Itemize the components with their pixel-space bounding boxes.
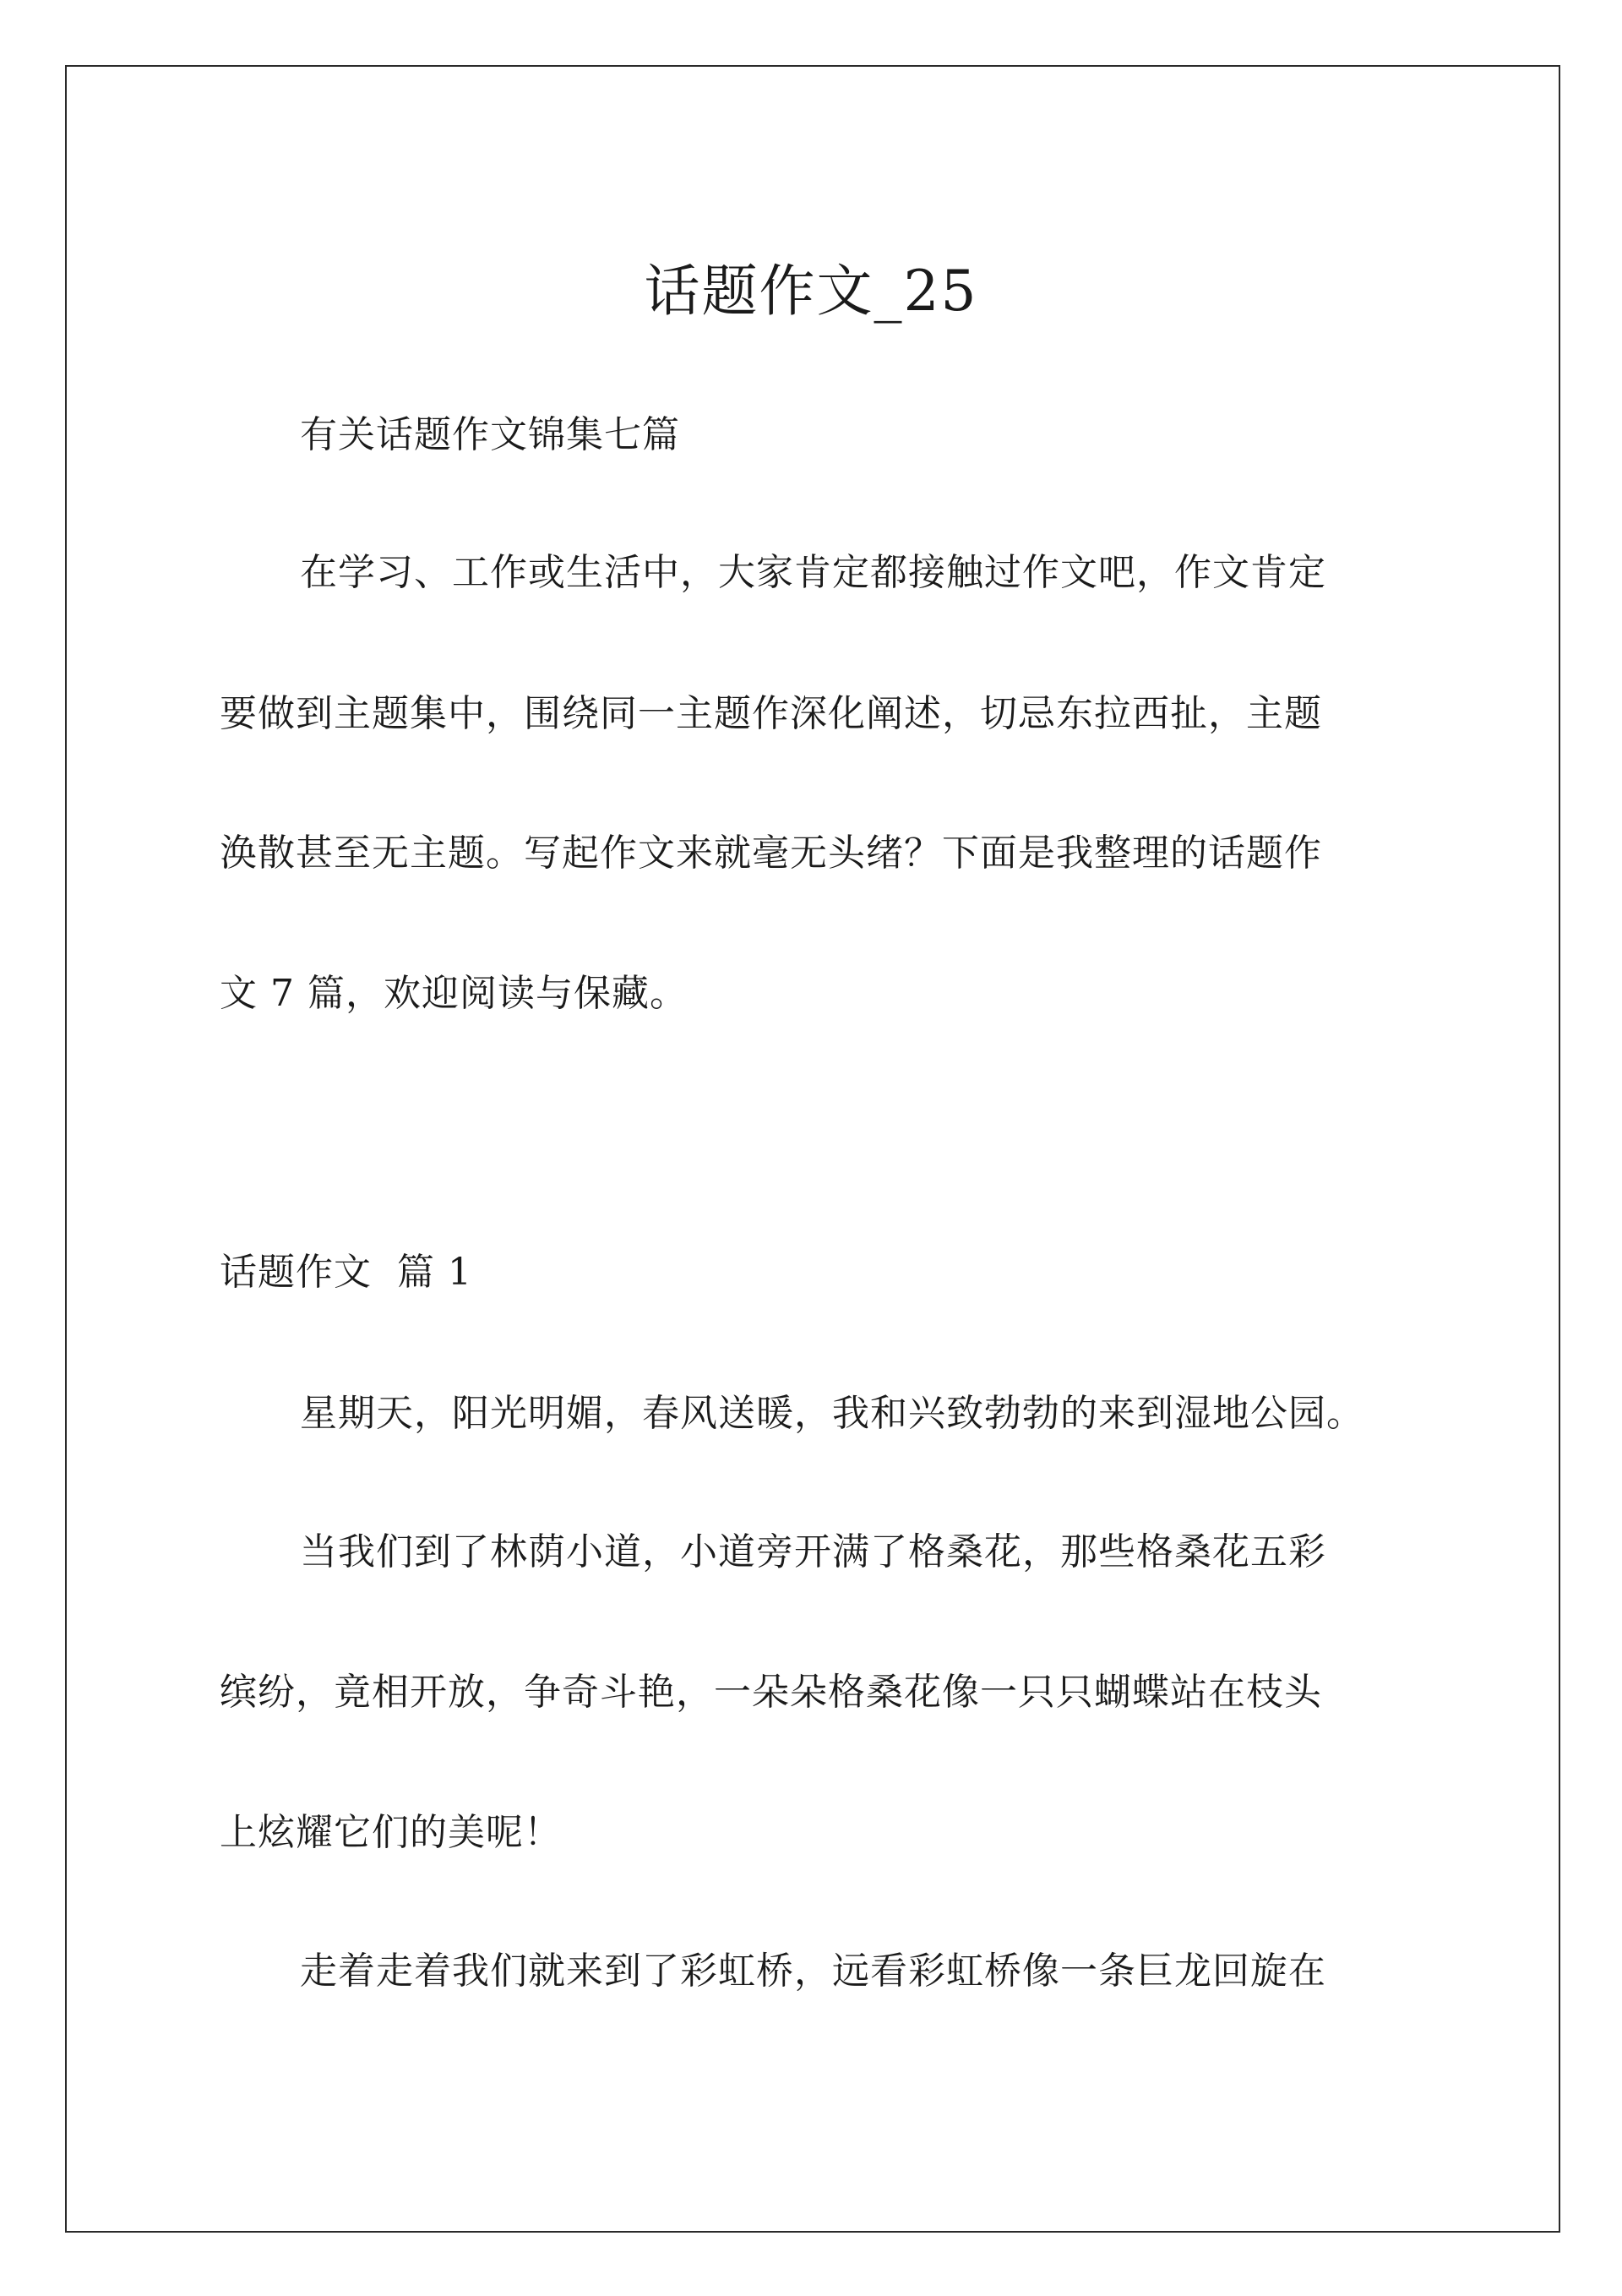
document-title: 话题作文_25 (644, 259, 978, 324)
intro-line: 要做到主题集中，围绕同一主题作深化阐述，切忌东拉西扯，主题 (220, 692, 1322, 735)
body-line: 走着走着我们就来到了彩虹桥，远看彩虹桥像一条巨龙回旋在 (300, 1950, 1326, 1993)
body-line: 缤纷，竟相开放，争奇斗艳，一朵朵格桑花像一只只蝴蝶站在枝头 (220, 1671, 1322, 1714)
intro-line: 在学习、工作或生活中，大家肯定都接触过作文吧，作文肯定 (300, 551, 1326, 594)
intro-line: 涣散甚至无主题。写起作文来就毫无头绪？下面是我整理的话题作 (220, 832, 1322, 875)
body-line: 星期天，阳光明媚，春风送暖，我和兴致勃勃的来到湿地公园。 (300, 1392, 1364, 1435)
body-line: 当我们到了林荫小道，小道旁开满了格桑花，那些格桑花五彩 (300, 1530, 1326, 1573)
document-subtitle: 有关话题作文锦集七篇 (300, 413, 680, 456)
page-border (65, 65, 1560, 2233)
intro-line: 文 7 篇，欢迎阅读与保藏。 (220, 972, 688, 1015)
section-heading: 话题作文 篇 1 (220, 1251, 472, 1294)
body-line: 上炫耀它们的美呢！ (220, 1811, 562, 1854)
